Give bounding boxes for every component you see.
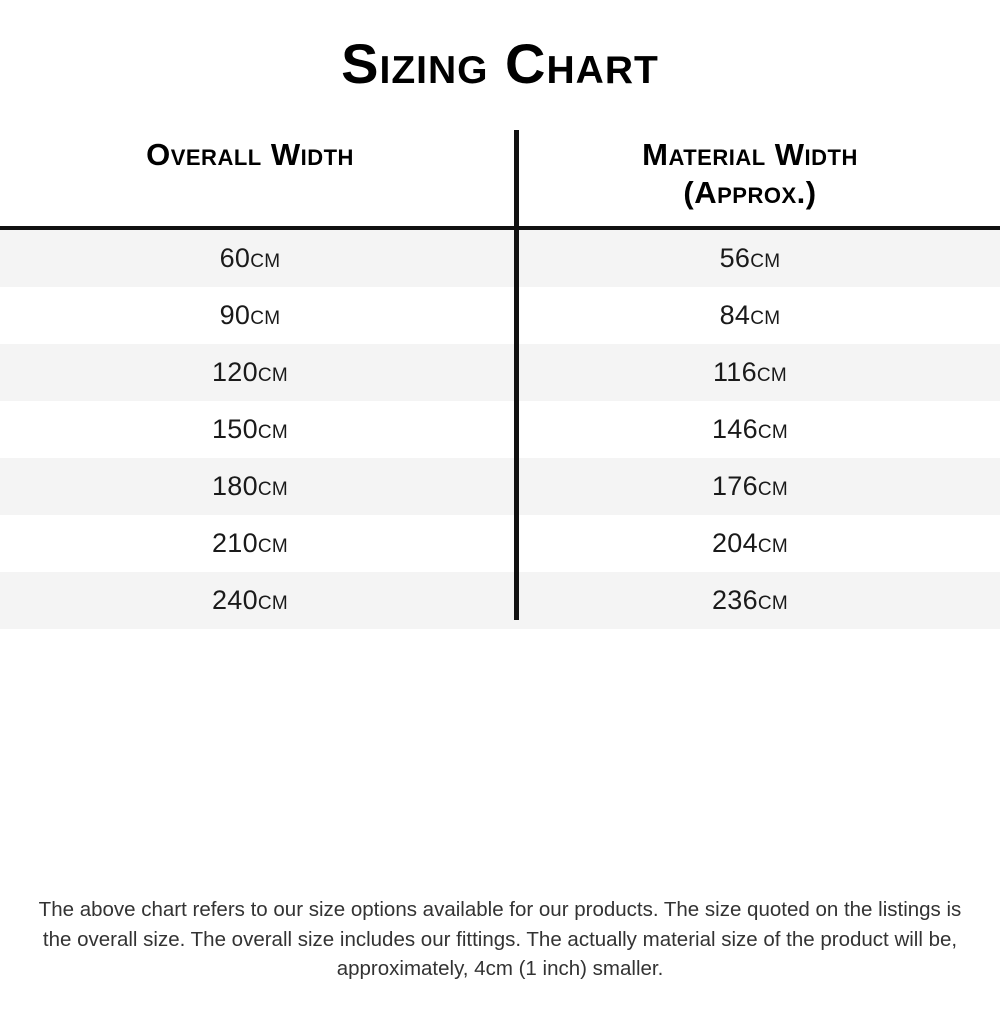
cell-material-width: 146cm bbox=[711, 414, 789, 445]
table-body bbox=[0, 228, 1000, 629]
cell-material-width: 84cm bbox=[719, 300, 781, 331]
cell-material-width: 116cm bbox=[712, 357, 788, 388]
table-row bbox=[0, 401, 1000, 458]
column-header-material-width-line2: (Approx.) bbox=[683, 175, 817, 211]
table-header-row bbox=[0, 130, 1000, 228]
table-row bbox=[0, 228, 1000, 287]
cell-overall-width: 180cm bbox=[211, 471, 289, 502]
footnote-text: The above chart refers to our size options available for our products. The size quoted on the listings is the overall size. The overall size includes our fittings. The actually material size of the product will be, approximately, 4cm (1 inch) smaller. bbox=[38, 897, 962, 981]
cell-material-width: 204cm bbox=[711, 528, 789, 559]
table-row bbox=[0, 344, 1000, 401]
sizing-table bbox=[0, 130, 1000, 629]
cell-material-width: 236cm bbox=[711, 585, 789, 616]
column-divider bbox=[514, 130, 519, 620]
table-row bbox=[0, 572, 1000, 629]
table-row bbox=[0, 458, 1000, 515]
table-head bbox=[0, 130, 1000, 228]
cell-overall-width: 60cm bbox=[219, 243, 281, 274]
column-header-overall-width: Overall Width bbox=[146, 137, 354, 173]
cell-overall-width: 90cm bbox=[219, 300, 281, 331]
cell-overall-width: 150cm bbox=[211, 414, 289, 445]
page-title: Sizing Chart bbox=[341, 32, 659, 95]
cell-overall-width: 120cm bbox=[211, 357, 289, 388]
column-header-material-width-line1: Material Width bbox=[642, 137, 858, 173]
cell-overall-width: 240cm bbox=[211, 585, 289, 616]
sizing-chart-page bbox=[0, 32, 1000, 1032]
table-row bbox=[0, 515, 1000, 572]
cell-overall-width: 210cm bbox=[211, 528, 289, 559]
column-header-material-width bbox=[500, 130, 1000, 228]
table-row bbox=[0, 287, 1000, 344]
cell-material-width: 56cm bbox=[719, 243, 781, 274]
cell-material-width: 176cm bbox=[711, 471, 789, 502]
sizing-table-container bbox=[0, 130, 1000, 629]
